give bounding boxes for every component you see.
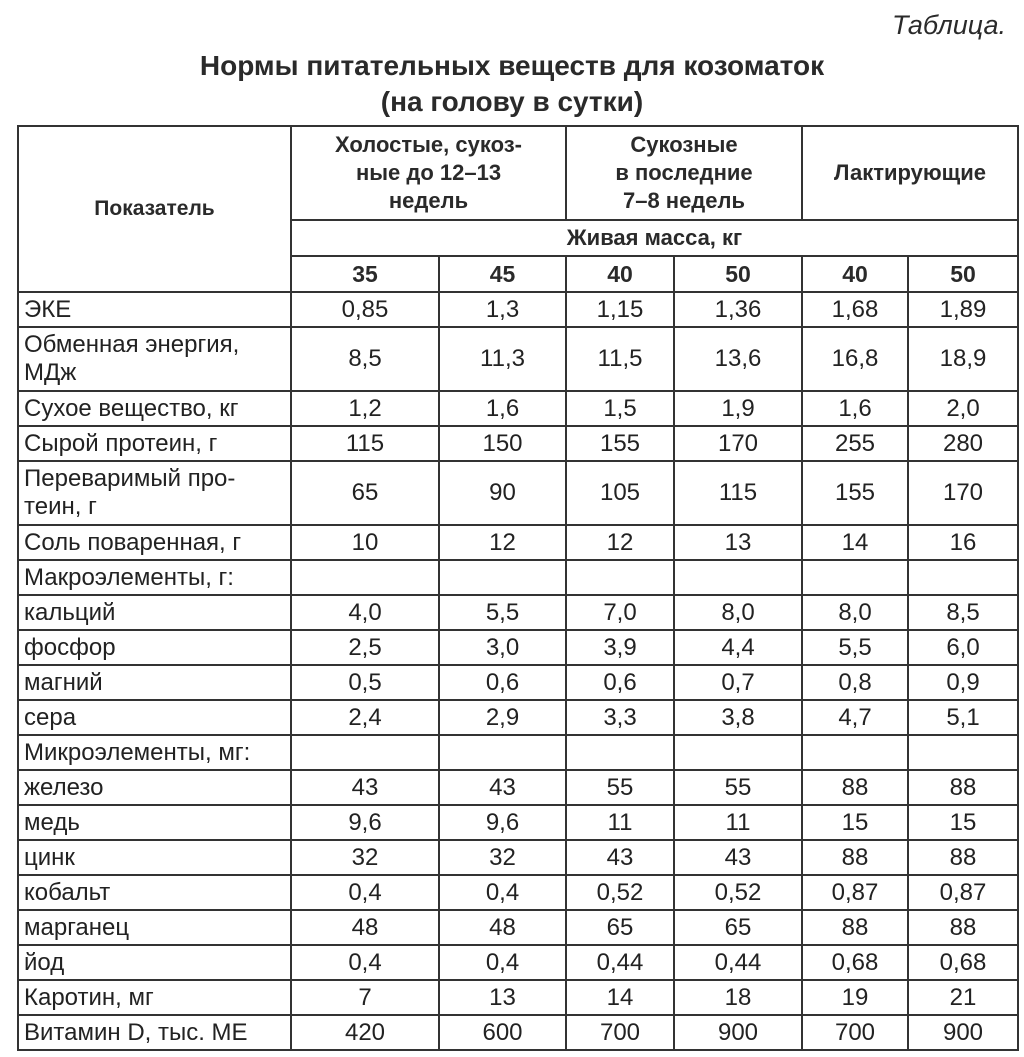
row-value: 700 [566,1015,674,1050]
row-value: 2,0 [908,391,1018,426]
row-value: 18 [674,980,802,1015]
row-value: 43 [439,770,566,805]
title-line-1: Нормы питательных веществ для козоматок [199,50,825,81]
row-value [291,735,439,770]
row-value: 2,4 [291,700,439,735]
row-value: 3,8 [674,700,802,735]
header-group-lactating [802,126,1018,220]
row-value: 12 [439,525,566,560]
row-value: 1,2 [291,391,439,426]
row-value: 1,6 [802,391,908,426]
row-value: 2,5 [291,630,439,665]
row-label: Витамин D, тыс. МЕ [18,1015,291,1050]
row-value: 8,5 [291,327,439,391]
row-value: 13 [674,525,802,560]
row-value: 88 [908,770,1018,805]
row-value: 10 [291,525,439,560]
row-value: 170 [908,461,1018,525]
row-value: 115 [674,461,802,525]
row-value: 32 [439,840,566,875]
row-value [291,560,439,595]
table-row [18,805,1018,840]
row-value: 900 [674,1015,802,1050]
row-value: 88 [908,840,1018,875]
row-value [802,735,908,770]
row-label: Микроэлементы, мг: [18,735,291,770]
row-value: 3,0 [439,630,566,665]
row-value: 55 [566,770,674,805]
row-value: 7,0 [566,595,674,630]
row-label: фосфор [18,630,291,665]
row-value: 0,87 [802,875,908,910]
row-value: 3,3 [566,700,674,735]
row-value: 8,0 [802,595,908,630]
nutrient-norms-table [17,125,1019,1051]
table-row [18,391,1018,426]
table-row [18,700,1018,735]
header-group-barren-line1: Холостые, сукоз- [335,132,522,157]
row-value [908,560,1018,595]
row-value [674,560,802,595]
table-row [18,292,1018,327]
row-value: 2,9 [439,700,566,735]
table-row [18,910,1018,945]
row-value [674,735,802,770]
row-value: 0,44 [566,945,674,980]
row-value: 600 [439,1015,566,1050]
row-label-line1: Обменная энергия, [24,331,240,358]
header-weight: 50 [674,256,802,292]
header-live-mass: Живая масса, кг [291,220,1018,256]
row-label: марганец [18,910,291,945]
header-weight: 40 [566,256,674,292]
row-value: 1,6 [439,391,566,426]
row-value: 0,6 [566,665,674,700]
table-caption: Таблица. [891,10,1006,40]
row-label-line2: теин, г [24,493,97,520]
row-label: Каротин, мг [18,980,291,1015]
page-title [0,48,1024,120]
row-value: 0,4 [291,875,439,910]
row-label: медь [18,805,291,840]
table-row [18,770,1018,805]
row-value: 13 [439,980,566,1015]
row-label: ЭКЕ [18,292,291,327]
row-value: 0,44 [674,945,802,980]
table-row [18,840,1018,875]
header-weight: 45 [439,256,566,292]
row-value: 0,6 [439,665,566,700]
row-value: 48 [291,910,439,945]
row-value: 0,52 [674,875,802,910]
row-value: 65 [291,461,439,525]
row-value: 3,9 [566,630,674,665]
row-value [802,560,908,595]
table-row [18,426,1018,461]
header-indicator: Показатель [18,126,291,292]
row-value: 150 [439,426,566,461]
row-value: 4,4 [674,630,802,665]
row-value: 11 [566,805,674,840]
row-label: йод [18,945,291,980]
row-value: 16,8 [802,327,908,391]
row-value: 255 [802,426,908,461]
row-value: 1,89 [908,292,1018,327]
row-value: 15 [908,805,1018,840]
row-label: Макроэлементы, г: [18,560,291,595]
header-group-barren-line3: недель [388,188,469,213]
table-row [18,525,1018,560]
row-value: 0,68 [802,945,908,980]
header-group-barren [291,126,566,220]
row-value: 55 [674,770,802,805]
row-value: 43 [291,770,439,805]
row-value: 65 [566,910,674,945]
row-value: 155 [566,426,674,461]
row-label-line2: МДж [24,359,77,386]
row-label: цинк [18,840,291,875]
row-value: 5,5 [439,595,566,630]
row-value: 0,8 [802,665,908,700]
row-value: 0,4 [439,875,566,910]
row-value: 8,5 [908,595,1018,630]
row-value: 13,6 [674,327,802,391]
row-label: Соль поваренная, г [18,525,291,560]
row-value: 48 [439,910,566,945]
row-label: сера [18,700,291,735]
row-value: 4,7 [802,700,908,735]
header-group-pregnant-line2: в последние [615,160,753,185]
row-value: 11,3 [439,327,566,391]
row-value: 1,36 [674,292,802,327]
header-weight: 40 [802,256,908,292]
table-row [18,630,1018,665]
row-value: 12 [566,525,674,560]
row-value: 0,4 [439,945,566,980]
row-value: 0,4 [291,945,439,980]
row-value: 88 [908,910,1018,945]
row-value: 0,85 [291,292,439,327]
row-value: 8,0 [674,595,802,630]
row-label-line1: Переваримый про- [24,465,236,492]
row-value: 0,68 [908,945,1018,980]
row-value: 32 [291,840,439,875]
table-row [18,980,1018,1015]
table-row [18,735,1018,770]
table-row [18,560,1018,595]
row-value: 5,5 [802,630,908,665]
row-value: 14 [802,525,908,560]
table-row [18,461,1018,525]
row-label: кальций [18,595,291,630]
row-value: 5,1 [908,700,1018,735]
row-label [18,327,291,391]
row-value: 9,6 [291,805,439,840]
row-value: 11,5 [566,327,674,391]
row-value: 0,52 [566,875,674,910]
table-row [18,595,1018,630]
row-value: 88 [802,910,908,945]
row-value: 1,3 [439,292,566,327]
row-value [566,735,674,770]
row-value: 65 [674,910,802,945]
row-value: 1,68 [802,292,908,327]
header-group-pregnant-line1: Сукозные [630,132,738,157]
row-value: 0,87 [908,875,1018,910]
table-row [18,945,1018,980]
row-label: Сырой протеин, г [18,426,291,461]
row-label [18,461,291,525]
row-value: 18,9 [908,327,1018,391]
header-weight: 50 [908,256,1018,292]
row-value: 21 [908,980,1018,1015]
row-value: 0,5 [291,665,439,700]
header-group-pregnant [566,126,802,220]
row-value: 280 [908,426,1018,461]
row-value [439,735,566,770]
row-value: 900 [908,1015,1018,1050]
table-row [18,875,1018,910]
row-label: железо [18,770,291,805]
row-value: 11 [674,805,802,840]
row-value: 19 [802,980,908,1015]
row-value [908,735,1018,770]
row-value: 88 [802,770,908,805]
row-value: 14 [566,980,674,1015]
row-value: 420 [291,1015,439,1050]
header-group-pregnant-line3: 7–8 недель [622,188,746,213]
row-value: 4,0 [291,595,439,630]
row-value: 88 [802,840,908,875]
row-value [439,560,566,595]
row-value [566,560,674,595]
row-value: 90 [439,461,566,525]
table-row [18,327,1018,391]
header-group-lactating-line1: Лактирующие [833,160,987,185]
row-label: Сухое вещество, кг [18,391,291,426]
title-line-2: (на голову в сутки) [380,86,644,117]
table-row [18,665,1018,700]
row-label: кобальт [18,875,291,910]
row-value: 7 [291,980,439,1015]
row-value: 43 [566,840,674,875]
row-value: 105 [566,461,674,525]
row-value: 155 [802,461,908,525]
row-value: 16 [908,525,1018,560]
row-label: магний [18,665,291,700]
row-value: 170 [674,426,802,461]
row-value: 1,5 [566,391,674,426]
row-value: 0,7 [674,665,802,700]
row-value: 15 [802,805,908,840]
row-value: 43 [674,840,802,875]
row-value: 9,6 [439,805,566,840]
row-value: 115 [291,426,439,461]
row-value: 6,0 [908,630,1018,665]
row-value: 1,15 [566,292,674,327]
row-value: 0,9 [908,665,1018,700]
table-row [18,1015,1018,1050]
header-weight: 35 [291,256,439,292]
row-value: 700 [802,1015,908,1050]
header-group-barren-line2: ные до 12–13 [355,160,502,185]
row-value: 1,9 [674,391,802,426]
